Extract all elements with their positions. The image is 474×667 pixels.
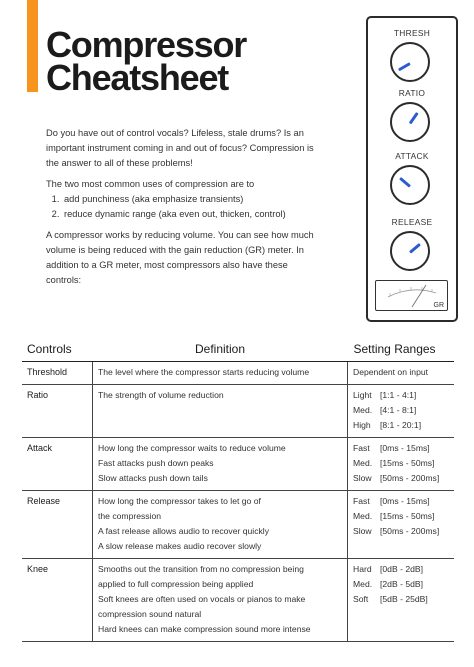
definition-line: Fast attacks push down peaks: [98, 458, 214, 468]
setting-level: Med.: [353, 579, 373, 589]
setting-row: [353, 441, 449, 456]
header-controls: Controls: [22, 338, 93, 362]
control-name: Ratio: [22, 385, 93, 438]
definition-line: compression sound natural: [98, 609, 202, 619]
setting-row: [353, 524, 449, 539]
control-name: Attack: [22, 438, 93, 491]
control-definition: [93, 385, 348, 438]
table-row: [22, 438, 454, 491]
setting-row: [353, 494, 449, 509]
setting-level: Slow: [353, 473, 372, 483]
table-body: [22, 362, 454, 642]
attack-label: ATTACK: [395, 151, 429, 161]
definition-line: Slow attacks push down tails: [98, 473, 208, 483]
thresh-label: THRESH: [393, 28, 431, 38]
gain-reduction-meter-icon: [375, 280, 448, 311]
definition-line: How long the compressor waits to reduce volume: [98, 443, 286, 453]
title-line-1: Compressor: [46, 24, 247, 65]
setting-level: Fast: [353, 443, 370, 453]
title-line-2: Cheatsheet: [46, 57, 229, 98]
setting-row: [353, 509, 449, 524]
control-name: Threshold: [22, 362, 93, 385]
setting-ranges: [348, 559, 455, 642]
setting-range: [0ms - 15ms]: [380, 443, 430, 453]
definition-line: Hard knees can make compression sound more intense: [98, 624, 311, 634]
intro-paragraph-3: A compressor works by reducing volume. You can see how much volume is being reduced with the gain reduction (GR) meter. In addition to a GR meter, most compressors also have these controls:: [46, 230, 314, 285]
release-label: RELEASE: [391, 217, 433, 227]
setting-ranges: [348, 362, 455, 385]
setting-level: Med.: [353, 405, 373, 415]
setting-range: [1:1 - 4:1]: [380, 390, 417, 400]
setting-level: High: [353, 420, 371, 430]
table-header-row: [22, 338, 454, 362]
control-definition: [93, 438, 348, 491]
definition-line: The strength of volume reduction: [98, 390, 224, 400]
setting-level: Light: [353, 390, 372, 400]
control-name: Knee: [22, 559, 93, 642]
uses-list-item: 1. add punchiness (aka emphasize transients): [62, 192, 316, 207]
setting-row: [353, 592, 449, 607]
release-knob-icon[interactable]: [390, 231, 430, 271]
header-definition: Definition: [93, 338, 348, 362]
setting-ranges: [348, 491, 455, 559]
setting-level: Slow: [353, 526, 372, 536]
ratio-knob-icon[interactable]: [390, 102, 430, 142]
table-row: [22, 559, 454, 642]
setting-row: [353, 418, 449, 433]
control-definition: [93, 559, 348, 642]
intro-paragraph-2: The two most common uses of compression are to: [46, 179, 255, 189]
setting-range: [8:1 - 20:1]: [380, 420, 422, 430]
intro-paragraph-1: Do you have out of control vocals? Lifeless, stale drums? Is an important instrument coming in and out of focus? Compression is the answer to all of these problems!: [46, 128, 314, 168]
setting-range: [15ms - 50ms]: [380, 458, 435, 468]
definition-line: the compression: [98, 511, 162, 521]
setting-row: [353, 388, 449, 403]
setting-row: [353, 456, 449, 471]
setting-range: [0dB - 2dB]: [380, 564, 423, 574]
definition-line: A slow release makes audio recover slowly: [98, 541, 262, 551]
setting-row: [353, 365, 449, 380]
setting-level: Hard: [353, 564, 372, 574]
setting-range: [0ms - 15ms]: [380, 496, 430, 506]
definition-line: Smooths out the transition from no compression being: [98, 564, 304, 574]
table-row: [22, 491, 454, 559]
control-definition: [93, 362, 348, 385]
definition-line: applied to full compression being applied: [98, 579, 254, 589]
definition-line: The level where the compressor starts reducing volume: [98, 367, 310, 377]
thresh-knob-icon[interactable]: [390, 42, 430, 82]
setting-ranges: [348, 438, 455, 491]
setting-level: Fast: [353, 496, 370, 506]
setting-level: Med.: [353, 511, 373, 521]
setting-range: [4:1 - 8:1]: [380, 405, 417, 415]
setting-range: [50ms - 200ms]: [380, 473, 440, 483]
table-row: [22, 362, 454, 385]
definition-line: A fast release allows audio to recover quickly: [98, 526, 270, 536]
compressor-panel: [366, 16, 458, 322]
attack-knob-icon[interactable]: [390, 165, 430, 205]
setting-level: Soft: [353, 594, 369, 604]
definition-line: How long the compressor takes to let go of: [98, 496, 261, 506]
ratio-label: RATIO: [398, 88, 426, 98]
table-row: [22, 385, 454, 438]
uses-list-item: 2. reduce dynamic range (aka even out, thicken, control): [62, 207, 316, 222]
control-name: Release: [22, 491, 93, 559]
gr-label: GR: [433, 302, 444, 309]
setting-range: [2dB - 5dB]: [380, 579, 423, 589]
setting-range: [15ms - 50ms]: [380, 511, 435, 521]
setting-range: [5dB - 25dB]: [380, 594, 428, 604]
setting-row: [353, 562, 449, 577]
accent-bar: [27, 0, 38, 92]
setting-row: [353, 471, 449, 486]
intro-text: [46, 126, 316, 288]
setting-row: [353, 403, 449, 418]
page-title: [46, 24, 247, 98]
control-definition: [93, 491, 348, 559]
controls-table: [22, 338, 454, 642]
setting-ranges: [348, 385, 455, 438]
setting-level: Dependent on input: [353, 367, 429, 377]
definition-line: Soft knees are often used on vocals or pianos to make: [98, 594, 306, 604]
setting-level: Med.: [353, 458, 373, 468]
header-ranges: Setting Ranges: [348, 338, 455, 362]
uses-list: [46, 192, 316, 222]
setting-range: [50ms - 200ms]: [380, 526, 440, 536]
setting-row: [353, 577, 449, 592]
